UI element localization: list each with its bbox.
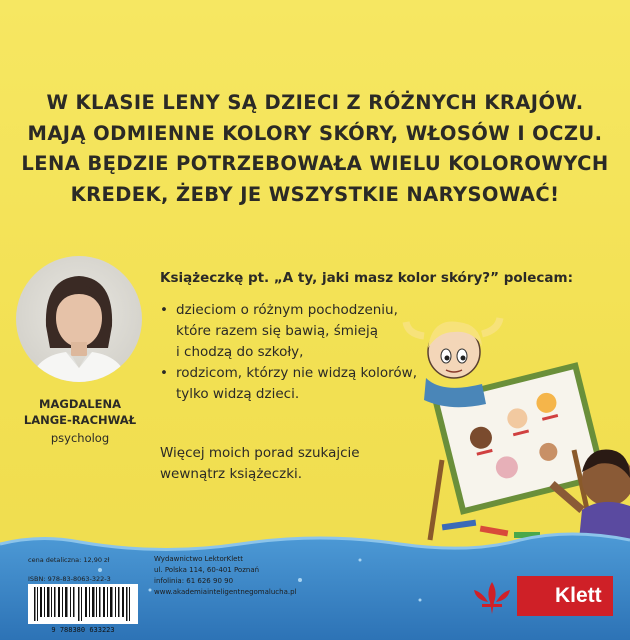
list-item-line: i chodzą do szkoły, <box>176 344 304 360</box>
isbn-label: ISBN: 978-83-8063-322-3 <box>28 575 111 583</box>
intro-line: W KLASIE LENY SĄ DZIECI Z RÓŻNYCH KRAJÓW. <box>46 91 584 114</box>
more-advice-line: wewnątrz książeczki. <box>160 466 303 482</box>
klett-lily-icon <box>470 580 514 616</box>
children-drawing-illustration <box>402 300 630 550</box>
publisher-address: ul. Polska 114, 60-401 Poznań <box>154 566 260 574</box>
intro-line: KREDEK, ŻEBY JE WSZYSTKIE NARYSOWAĆ! <box>70 182 560 206</box>
list-item-line: dzieciom o różnym pochodzeniu, <box>176 302 398 318</box>
intro-line: LENA BĘDZIE POTRZEBOWAŁA WIELU KOLOROWYCH <box>21 152 609 175</box>
bullet-icon: • <box>160 365 168 381</box>
author-name-last: LANGE-RACHWAŁ <box>23 413 137 427</box>
publisher-website-link[interactable]: www.akademiainteligentnegomalucha.pl <box>154 588 297 596</box>
publisher-info <box>154 554 296 598</box>
brand-name: Klett <box>555 584 602 607</box>
author-photo-illustration <box>16 256 142 382</box>
author-portrait <box>16 256 142 382</box>
intro-text <box>0 88 630 210</box>
author-role: psycholog <box>50 431 110 445</box>
recommendation-heading: Książeczkę pt. „A ty, jaki masz kolor skóry?” polecam: <box>160 270 573 286</box>
recommendation-list <box>160 300 417 405</box>
publisher-phone: infolinia: 61 626 90 90 <box>154 577 234 585</box>
intro-line: MAJĄ ODMIENNE KOLORY SKÓRY, WŁOSÓW I OCZU. <box>27 121 603 145</box>
author-name-first: MAGDALENA <box>39 397 121 411</box>
more-advice-text <box>160 443 360 485</box>
list-item-line: rodzicom, którzy nie widzą kolorów, <box>176 365 417 381</box>
list-item-line: tylko widzą dzieci. <box>176 386 300 402</box>
publisher-name: Wydawnictwo LektorKlett <box>154 555 243 563</box>
barcode-number: 9 788380 633223 <box>51 626 115 634</box>
barcode <box>28 584 138 624</box>
klett-brand-badge <box>517 576 613 616</box>
barcode-bars <box>28 584 138 624</box>
list-item-line: które razem się bawią, śmieją <box>176 323 379 339</box>
bullet-icon: • <box>160 302 168 318</box>
list-item <box>160 300 417 363</box>
list-item <box>160 363 417 405</box>
more-advice-line: Więcej moich porad szukajcie <box>160 445 360 461</box>
price-label: cena detaliczna: 12,90 zł <box>28 556 110 564</box>
